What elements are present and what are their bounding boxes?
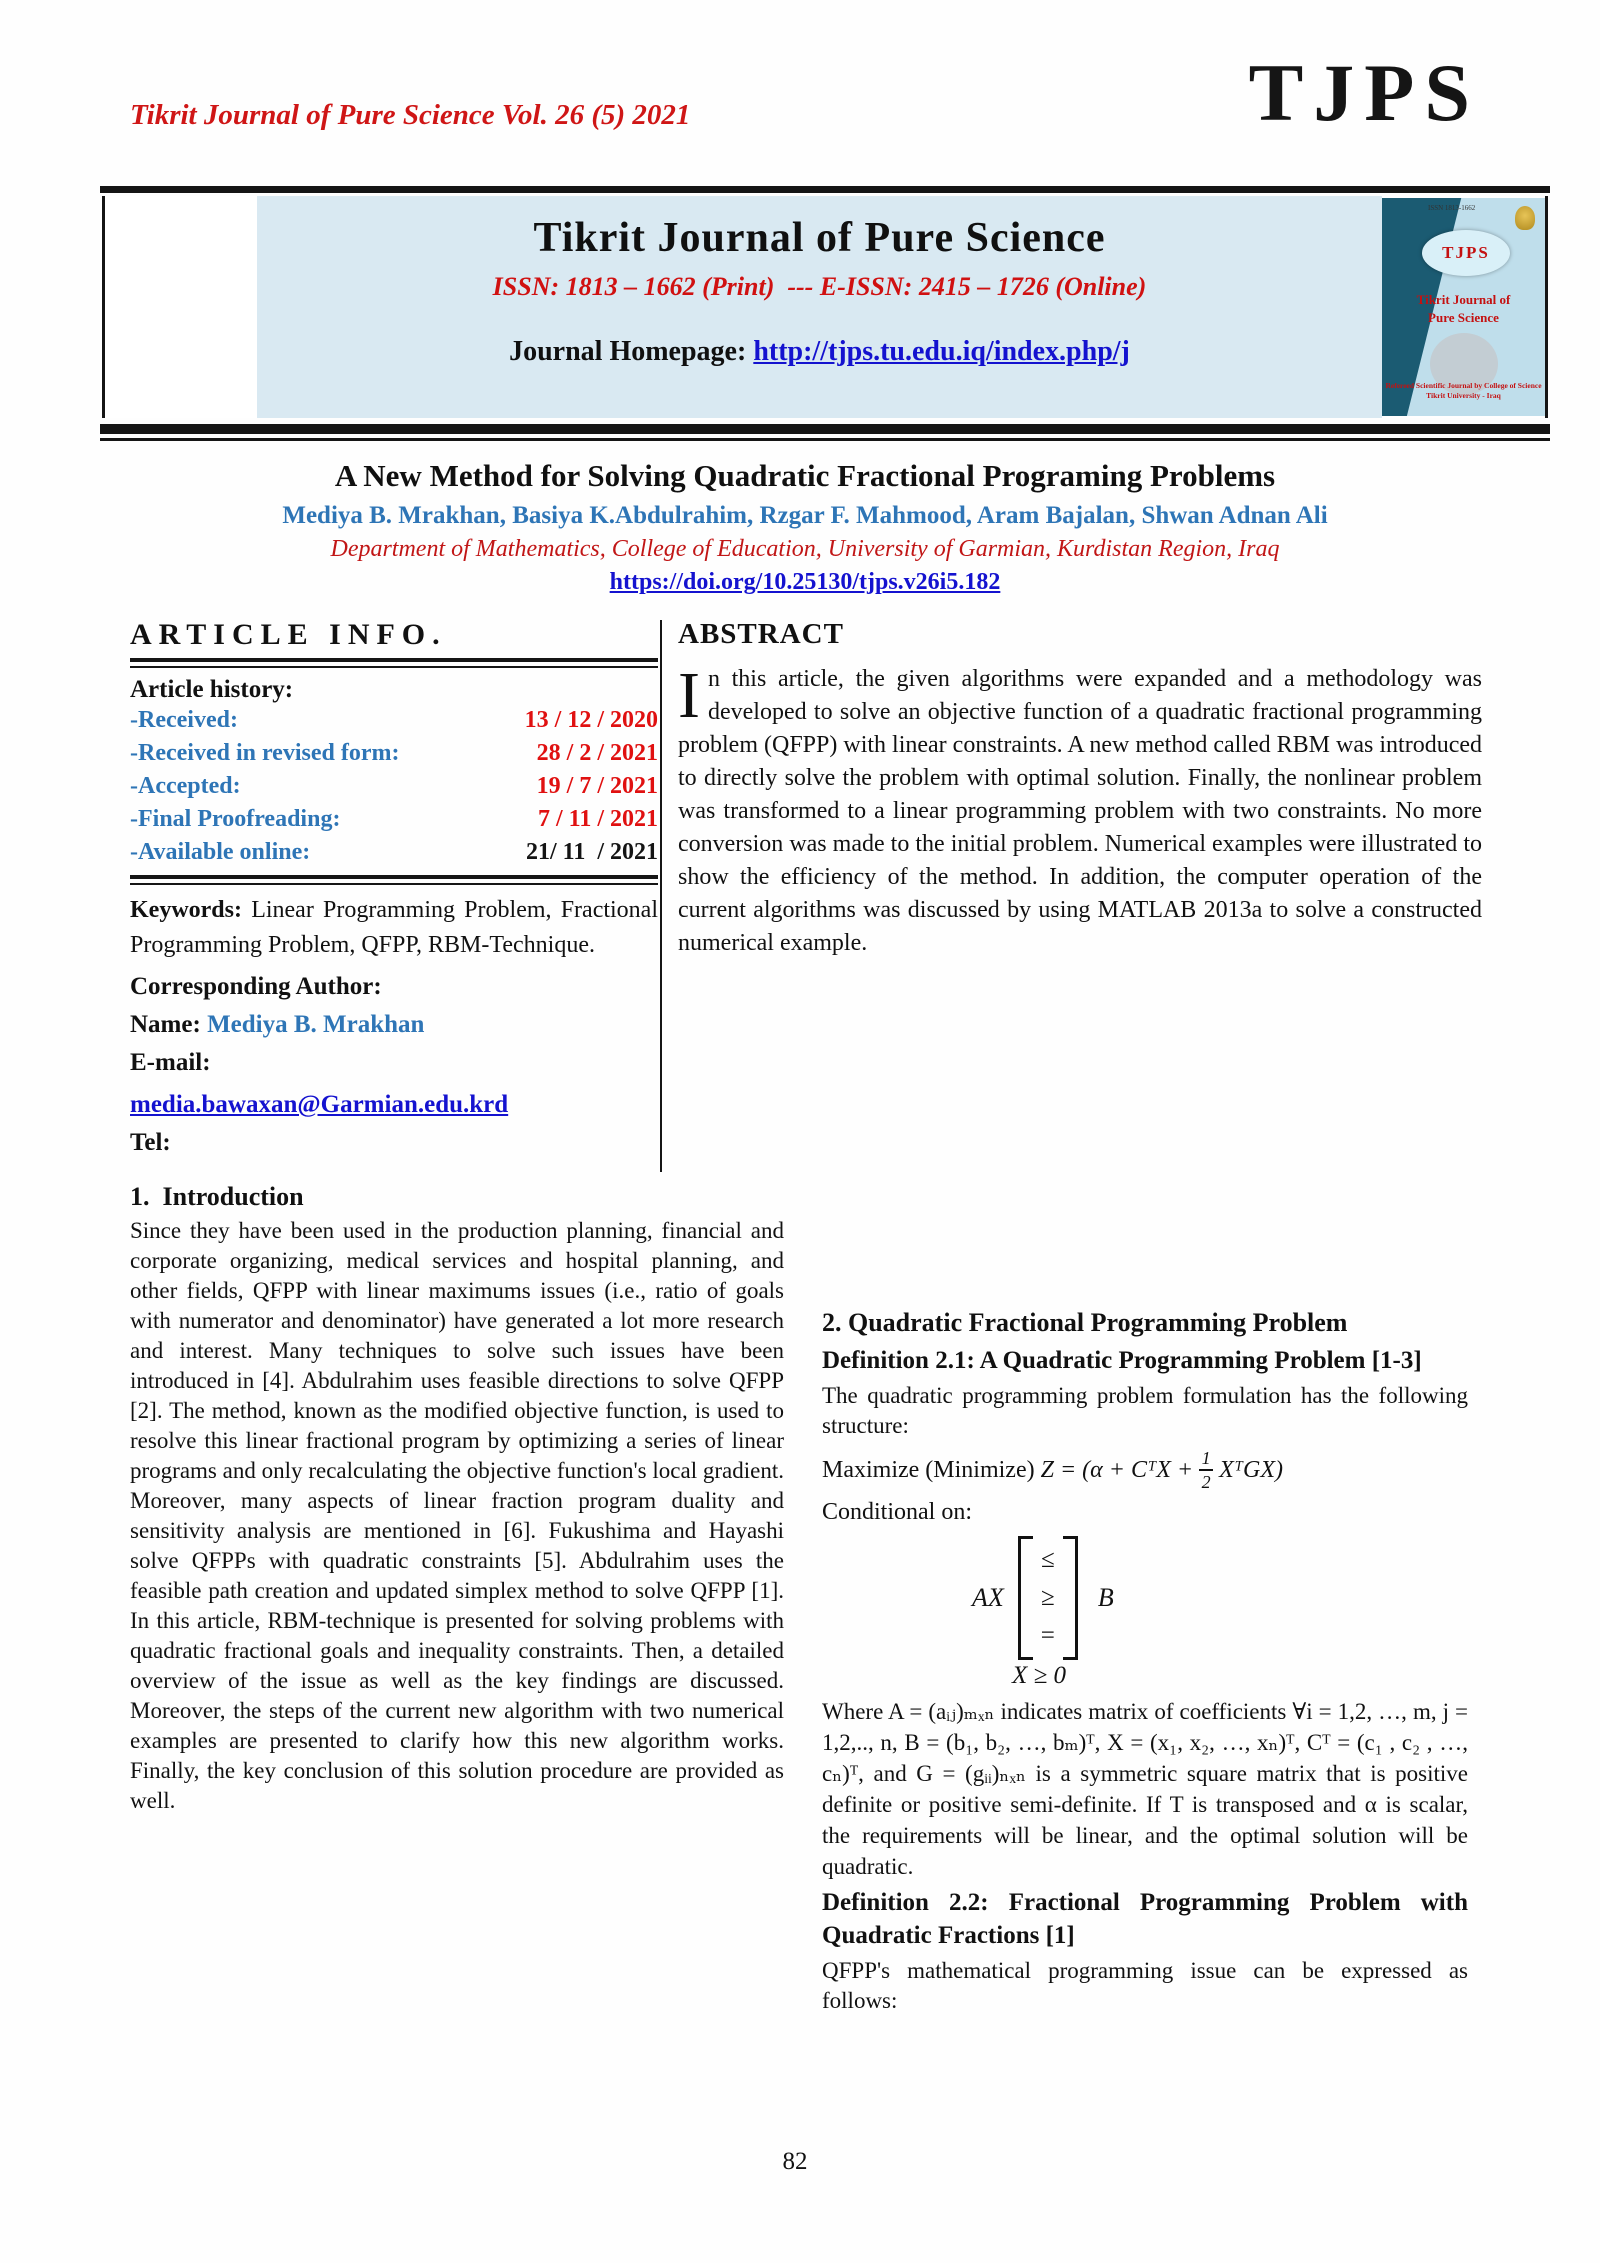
history-label: -Available online: bbox=[130, 839, 311, 865]
constraint-lhs: AX bbox=[972, 1583, 1004, 1612]
introduction-heading: 1. Introduction bbox=[130, 1182, 304, 1211]
section2 bbox=[822, 1306, 1468, 2016]
article-affiliation: Department of Mathematics, College of Education, University of Garmian, Kurdistan Region, Iraq bbox=[330, 536, 1280, 562]
homepage-line bbox=[257, 336, 1382, 368]
history-row bbox=[130, 770, 658, 803]
name-value: Mediya B. Mrakhan bbox=[207, 1011, 425, 1038]
history-value: 13 / 12 / 2020 bbox=[524, 707, 658, 733]
relation-stack bbox=[1033, 1546, 1063, 1650]
running-title: Tikrit Journal of Pure Science Vol. 26 (5) 2021 bbox=[130, 99, 691, 131]
cover-issn-small: ISSN 1813-1662 bbox=[1428, 204, 1476, 212]
definition-2-1-intro: The quadratic programming problem formulation has the following structure: bbox=[822, 1383, 1468, 1438]
history-row bbox=[130, 836, 658, 869]
history-label: -Received: bbox=[130, 707, 238, 733]
definition-2-1-heading: Definition 2.1: A Quadratic Programming Problem [1-3] bbox=[822, 1347, 1422, 1374]
where-paragraph: Where A = (aᵢⱼ)ₘₓₙ indicates matrix of coefficients ∀i = 1,2, …, m, j = 1,2,.., n, B = (b₁, b₂, …, bₘ)ᵀ, X = (x₁, x₂, …, xₙ)ᵀ, Cᵀ = (c₁ , c₂ , …, cₙ)ᵀ, and G = (gᵢᵢ)ₙₓₙ is a symmetric square matrix that is positive definite or positive semi-definite. If T is transposed and α is scalar, the requirements will be linear, and the optimal solution will be quadratic. bbox=[822, 1699, 1468, 1879]
homepage-link[interactable]: http://tjps.tu.edu.iq/index.php/j bbox=[753, 336, 1130, 367]
cover-tjps-badge: TJPS bbox=[1422, 230, 1510, 276]
article-info-heading: ARTICLE INFO. bbox=[130, 618, 447, 651]
introduction-section bbox=[130, 1182, 784, 1816]
corresponding-name-line bbox=[130, 1011, 658, 1039]
definition-2-2-text: QFPP's mathematical programming issue can be expressed as follows: bbox=[822, 1958, 1468, 2013]
abstract-body: n this article, the given algorithms were expanded and a methodology was developed to solve an objective function of a quadratic fractional programming problem (QFPP) with linear constraints. A new method called RBM was introduced to directly solve the problem with optimal solution. Finally, the nonlinear problem was transformed to a linear programming problem with two constraints. No more conversion was made to the initial problem. Numerical examples were illustrated to show the efficiency of the method. In addition, the computer operation of the current algorithms was discussed by using MATLAB 2013a to solve a constructed numerical example. bbox=[678, 666, 1482, 956]
cover-footer-line1: Refereed Scientific Journal by College of Science bbox=[1385, 381, 1542, 390]
history-value: 28 / 2 / 2021 bbox=[536, 740, 658, 766]
abstract-heading: ABSTRACT bbox=[678, 618, 844, 650]
banner-panel bbox=[257, 196, 1382, 418]
article-authors: Mediya B. Mrakhan, Basiya K.Abdulrahim, Rzgar F. Mahmood, Aram Bajalan, Shwan Adnan Ali bbox=[282, 502, 1328, 529]
banner-bottom-line bbox=[100, 438, 1550, 441]
email-label: E-mail: bbox=[130, 1049, 211, 1076]
introduction-text: Since they have been used in the production planning, financial and corporate organizing, medical services and hospital planning, and other fields, QFPP with linear maximums issues (i.e., ratio of goals with numerator and denominator) have generated a lot more research and interest. Many techniques to solve such issues have been introduced in [4]. Abdulrahim uses feasible directions to solve QFPP [2]. The method, known as the modified objective function, is used to resolve this linear fractional program by optimizing a series of linear programs and only recalculating the objective function's local gradient. Moreover, many aspects of linear fraction program duality and sensitivity analysis are mentioned in [6]. Fukushima and Hayashi solve QFPPs with quadratic constraints [5]. Abdulrahim uses the feasible path creation and updated simplex method to solve QFPP [1]. In this article, RBM-technique is presented for solving problems with quadratic fractional goals and inequality constraints. Then, a detailed overview of the issue as well as the key findings are discussed. Moreover, the steps of the current new algorithm with two numerical examples are presented to clarify how this new algorithm works. Finally, the key conclusion of this solution procedure are provided as well. bbox=[130, 1218, 784, 1813]
doi-link[interactable]: https://doi.org/10.25130/tjps.v26i5.182 bbox=[609, 569, 1001, 595]
abstract-text bbox=[678, 659, 1482, 960]
constraint-rhs: B bbox=[1097, 1583, 1114, 1612]
relation-eq: = bbox=[1040, 1622, 1055, 1649]
nonnegativity-condition: X ≥ 0 bbox=[1012, 1662, 1066, 1689]
history-label: -Received in revised form: bbox=[130, 740, 400, 766]
issn-line: ISSN: 1813 – 1662 (Print) --- E-ISSN: 2415 – 1726 (Online) bbox=[492, 272, 1147, 301]
definition-2-2-heading: Definition 2.2: Fractional Programming Problem with Quadratic Fractions [1] bbox=[822, 1889, 1468, 1949]
fraction-numerator: 1 bbox=[1201, 1448, 1211, 1468]
history-row bbox=[130, 737, 658, 770]
relation-geq: ≥ bbox=[1040, 1584, 1055, 1611]
objective-mid: Z = (α + CᵀX + bbox=[1040, 1456, 1194, 1483]
homepage-label: Journal Homepage: bbox=[509, 336, 754, 367]
article-info-column bbox=[130, 618, 658, 1157]
history-label: -Final Proofreading: bbox=[130, 806, 341, 832]
email-link[interactable]: media.bawaxan@Garmian.edu.krd bbox=[130, 1091, 509, 1118]
fraction-denominator: 2 bbox=[1201, 1472, 1211, 1492]
article-history-heading: Article history: bbox=[130, 676, 294, 703]
journal-cover-thumbnail bbox=[1382, 198, 1545, 416]
objective-end: XᵀGX) bbox=[1219, 1456, 1283, 1483]
article-title: A New Method for Solving Quadratic Fractional Programing Problems bbox=[334, 458, 1276, 493]
relation-leq: ≤ bbox=[1040, 1546, 1055, 1573]
journal-title: Tikrit Journal of Pure Science bbox=[533, 215, 1106, 261]
section2-heading: 2. Quadratic Fractional Programming Problem bbox=[822, 1308, 1348, 1337]
keywords-text: Linear Programming Problem, Fractional Programming Problem, QFPP, RBM-Technique. bbox=[130, 897, 659, 958]
history-row bbox=[130, 704, 658, 737]
history-label: -Accepted: bbox=[130, 773, 241, 799]
abstract-column bbox=[678, 618, 1482, 960]
article-heading-block bbox=[120, 458, 1490, 596]
tel-label: Tel: bbox=[130, 1129, 171, 1156]
cover-title-line1: Tikrit Journal of bbox=[1416, 292, 1511, 307]
left-bracket bbox=[1018, 1536, 1033, 1660]
keywords-label: Keywords: bbox=[130, 897, 252, 923]
double-rule bbox=[130, 658, 658, 668]
objective-label: Maximize (Minimize) bbox=[822, 1456, 1035, 1483]
header-rule bbox=[100, 186, 1550, 193]
history-value: 19 / 7 / 2021 bbox=[536, 773, 658, 799]
history-value: 21/ 11 / 2021 bbox=[525, 839, 658, 865]
fraction-one-half bbox=[1199, 1449, 1213, 1491]
page-number: 82 bbox=[782, 2148, 808, 2175]
journal-banner bbox=[102, 196, 1548, 418]
right-bracket bbox=[1063, 1536, 1078, 1660]
keywords-paragraph bbox=[130, 893, 658, 963]
objective-function-formula bbox=[822, 1449, 1468, 1491]
conditional-label: Conditional on: bbox=[822, 1499, 972, 1525]
history-row bbox=[130, 803, 658, 836]
abstract-dropcap: I bbox=[678, 659, 700, 732]
corresponding-author-heading: Corresponding Author: bbox=[130, 973, 382, 1000]
column-divider bbox=[660, 620, 662, 1172]
fraction-bar bbox=[1199, 1469, 1213, 1471]
cover-title-line2: Pure Science bbox=[1428, 310, 1499, 325]
double-rule bbox=[130, 875, 658, 885]
university-crest-icon bbox=[1515, 206, 1535, 230]
history-value: 7 / 11 / 2021 bbox=[537, 806, 658, 832]
banner-bottom-bar bbox=[100, 424, 1550, 434]
name-label: Name: bbox=[130, 1011, 208, 1038]
cover-footer-line2: Tikrit University - Iraq bbox=[1426, 391, 1501, 400]
running-head bbox=[130, 47, 1480, 138]
constraint-block bbox=[972, 1536, 1468, 1660]
tjps-logo: TJPS bbox=[1248, 47, 1480, 138]
